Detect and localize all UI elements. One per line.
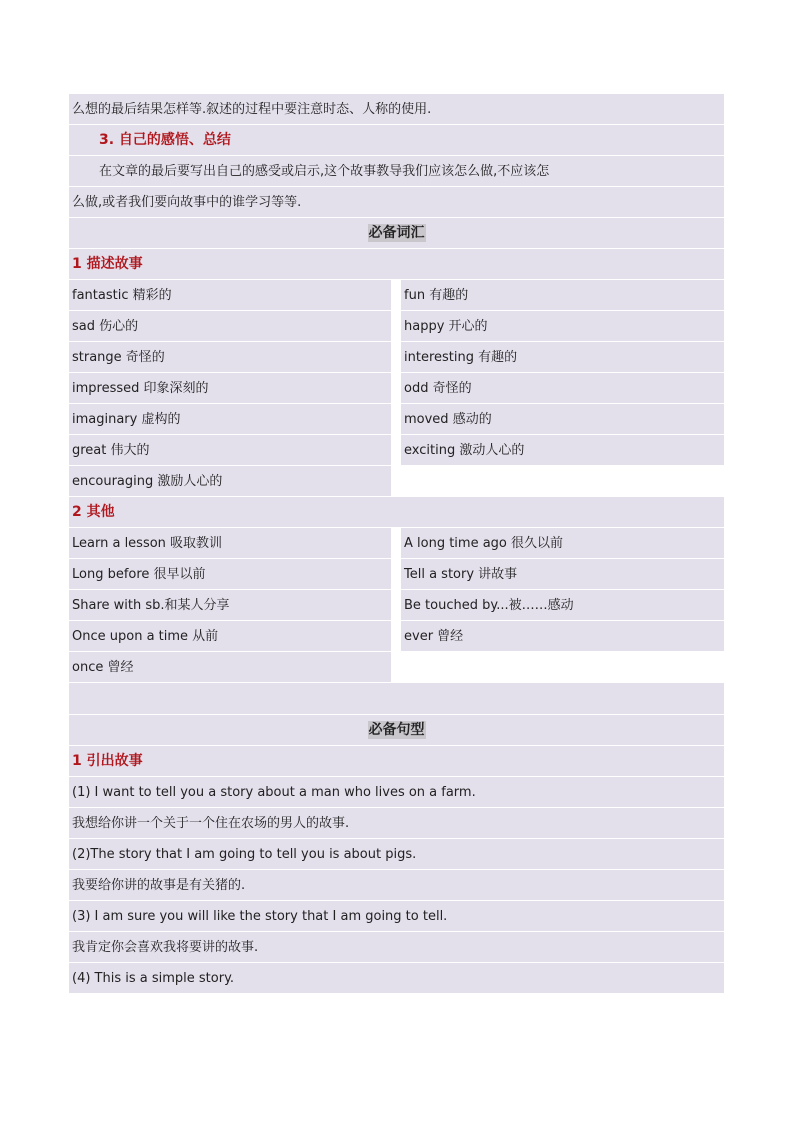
vocab-item: Tell a story 讲故事 [401, 559, 724, 590]
sentence-line: 我想给你讲一个关于一个住在农场的男人的故事. [69, 808, 724, 839]
vocab-item: great 伟大的 [69, 435, 391, 466]
vocab-item: Learn a lesson 吸取教训 [69, 528, 391, 559]
vocab-item: odd 奇怪的 [401, 373, 724, 404]
vocab-section-other: 2 其他 [69, 497, 724, 528]
sentences-section-intro: 1 引出故事 [69, 746, 724, 777]
describe-vocab-right-column [401, 280, 724, 497]
spacer-row [69, 683, 724, 715]
vocab-item: imaginary 虚构的 [69, 404, 391, 435]
sentence-line: (2)The story that I am going to tell you is about pigs. [69, 839, 724, 870]
vocab-item: ever 曾经 [401, 621, 724, 652]
document-body [69, 94, 724, 994]
heading-summary: 3. 自己的感悟、总结 [69, 125, 724, 156]
vocab-item: interesting 有趣的 [401, 342, 724, 373]
vocab-item: Be touched by...被……感动 [401, 590, 724, 621]
sentence-line: (1) I want to tell you a story about a man who lives on a farm. [69, 777, 724, 808]
empty-cell [401, 466, 724, 497]
sentence-line: (4) This is a simple story. [69, 963, 724, 994]
other-vocab-table [69, 528, 724, 683]
vocab-title-text: 必备词汇 [368, 225, 425, 241]
vocab-item: exciting 激动人心的 [401, 435, 724, 466]
vocab-item: moved 感动的 [401, 404, 724, 435]
other-vocab-left-column [69, 528, 401, 683]
vocab-item: happy 开心的 [401, 311, 724, 342]
vocab-item: once 曾经 [69, 652, 391, 683]
intro-line-1: 么想的最后结果怎样等.叙述的过程中要注意时态、人称的使用. [69, 94, 724, 125]
vocab-section-describe: 1 描述故事 [69, 249, 724, 280]
vocab-item: strange 奇怪的 [69, 342, 391, 373]
intro-line-2: 在文章的最后要写出自己的感受或启示,这个故事教导我们应该怎么做,不应该怎 [69, 156, 724, 187]
vocab-title [69, 218, 724, 249]
sentence-line: (3) I am sure you will like the story that I am going to tell. [69, 901, 724, 932]
vocab-item: encouraging 激励人心的 [69, 466, 391, 497]
vocab-item: Once upon a time 从前 [69, 621, 391, 652]
sentences-title-text: 必备句型 [368, 722, 425, 738]
vocab-item: sad 伤心的 [69, 311, 391, 342]
sentence-line: 我要给你讲的故事是有关猪的. [69, 870, 724, 901]
intro-line-3: 么做,或者我们要向故事中的谁学习等等. [69, 187, 724, 218]
vocab-item: Long before 很早以前 [69, 559, 391, 590]
vocab-item: impressed 印象深刻的 [69, 373, 391, 404]
vocab-item: fantastic 精彩的 [69, 280, 391, 311]
empty-cell [401, 652, 724, 683]
sentence-line: 我肯定你会喜欢我将要讲的故事. [69, 932, 724, 963]
describe-vocab-table [69, 280, 724, 497]
sentences-title [69, 715, 724, 746]
describe-vocab-left-column [69, 280, 401, 497]
vocab-item: fun 有趣的 [401, 280, 724, 311]
other-vocab-right-column [401, 528, 724, 683]
vocab-item: Share with sb.和某人分享 [69, 590, 391, 621]
vocab-item: A long time ago 很久以前 [401, 528, 724, 559]
